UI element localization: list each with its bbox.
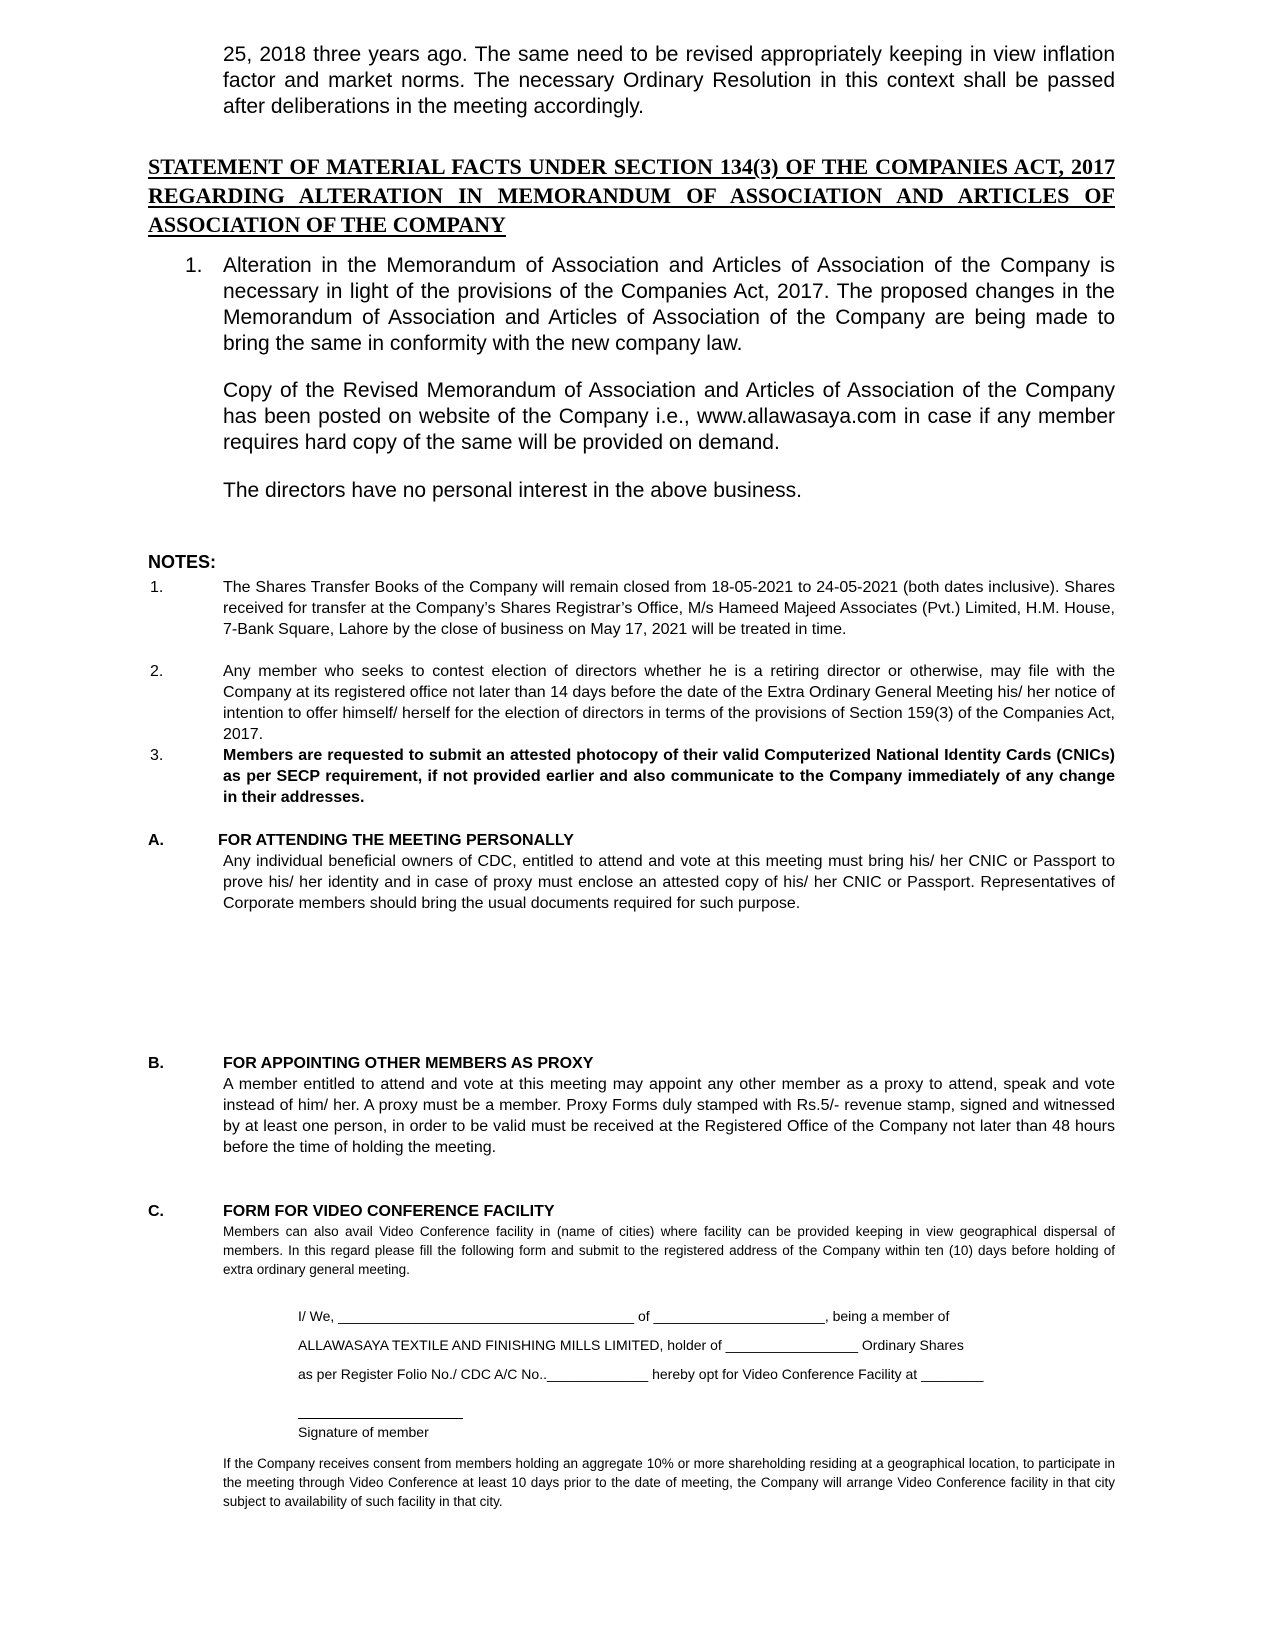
statement-paragraph-interest: The directors have no personal interest in the above business.	[223, 479, 803, 502]
signature-label: Signature of member	[298, 1424, 429, 1440]
signature-line	[298, 1418, 463, 1419]
note-number: 1.	[150, 579, 164, 596]
vc-form-line-1: I/ We, ______________________________________ of ______________________, being a member of	[298, 1308, 950, 1324]
section-b-letter: B.	[148, 1055, 164, 1072]
vc-form-line-3: as per Register Folio No./ CDC A/C No.._____________ hereby opt for Video Conference Facility at ________	[298, 1366, 984, 1382]
statement-item-number: 1.	[185, 254, 203, 277]
note-text: Members are requested to submit an attested photocopy of their valid Computerized National Identity Cards (CNICs) as per SECP requirement, if not provided earlier and also communicate to the Company immediately of any change in their addresses.	[223, 747, 1115, 806]
note-text: The Shares Transfer Books of the Company will remain closed from 18-05-2021 to 24-05-2021 (both dates inclusive). Shares received for transfer at the Company’s Shares Registrar’s Office, M/s Hameed Majeed Associates (Pvt.) Limited, H.M. House, 7-Bank Square, Lahore by the close of business on May 17, 2021 will be treated in time.	[223, 579, 1115, 638]
section-b-title: FOR APPOINTING OTHER MEMBERS AS PROXY	[223, 1055, 594, 1072]
section-b-body: A member entitled to attend and vote at this meeting may appoint any other member as a proxy to attend, speak and vote instead of him/ her. A proxy must be a member. Proxy Forms duly stamped with Rs.5/- revenue stamp, signed and witnessed by at least one person, in order to be valid must be received at the Registered Office of the Company not later than 48 hours before the time of holding the meeting.	[223, 1076, 1115, 1156]
closing-paragraph: If the Company receives consent from members holding an aggregate 10% or more shareholding residing at a geographical location, to participate in the meeting through Video Conference at least 10 days prior to the date of meeting, the Company will arrange Video Conference facility in that city subject to availability of such facility in that city.	[223, 1456, 1115, 1509]
note-text: Any member who seeks to contest election of directors whether he is a retiring director or otherwise, may file with the Company at its registered office not later than 14 days before the date of the Extra Ordinary General Meeting his/ her notice of intention to offer himself/ herself for the election of directors in terms of the provisions of Section 159(3) of the Companies Act, 2017.	[223, 663, 1115, 743]
note-number: 2.	[150, 663, 164, 680]
section-c-title: FORM FOR VIDEO CONFERENCE FACILITY	[223, 1203, 555, 1220]
section-c-body: Members can also avail Video Conference facility in (name of cities) where facility can be provided keeping in view geographical dispersal of members. In this regard please fill the following form and submit to the registered address of the Company within ten (10) days before holding of extra ordinary general meeting.	[223, 1224, 1115, 1277]
statement-paragraph-copy: Copy of the Revised Memorandum of Association and Articles of Association of the Company has been posted on website of the Company i.e., www.allawasaya.com in case if any member requires hard copy of the same will be provided on demand.	[223, 379, 1115, 454]
notes-heading: NOTES:	[148, 552, 217, 572]
vc-form-line-2: ALLAWASAYA TEXTILE AND FINISHING MILLS LIMITED, holder of _________________ Ordinary Shares	[298, 1337, 964, 1353]
intro-paragraph: 25, 2018 three years ago. The same need to be revised appropriately keeping in view inflation factor and market norms. The necessary Ordinary Resolution in this context shall be passed after deliberations in the meeting accordingly.	[223, 43, 1115, 118]
note-number: 3.	[150, 747, 164, 764]
section-c-letter: C.	[148, 1203, 164, 1220]
section-a-title: FOR ATTENDING THE MEETING PERSONALLY	[218, 832, 574, 849]
section-a-body: Any individual beneficial owners of CDC, entitled to attend and vote at this meeting must bring his/ her CNIC or Passport to prove his/ her identity and in case of proxy must enclose an attested copy of his/ her CNIC or Passport. Representatives of Corporate members should bring the usual documents required for such purpose.	[223, 853, 1115, 912]
statement-paragraph-alteration: Alteration in the Memorandum of Association and Articles of Association of the Company is necessary in light of the provisions of the Companies Act, 2017. The proposed changes in the Memorandum of Association and Articles of Association of the Company are being made to bring the same in conformity with the new company law.	[223, 254, 1115, 355]
section-a-letter: A.	[148, 832, 164, 849]
statement-heading: STATEMENT OF MATERIAL FACTS UNDER SECTION 134(3) OF THE COMPANIES ACT, 2017 REGARDING ALTERATION IN MEMORANDUM OF ASSOCIATION AND ARTICLES OF ASSOCIATION OF THE COMPANY	[148, 154, 1115, 237]
